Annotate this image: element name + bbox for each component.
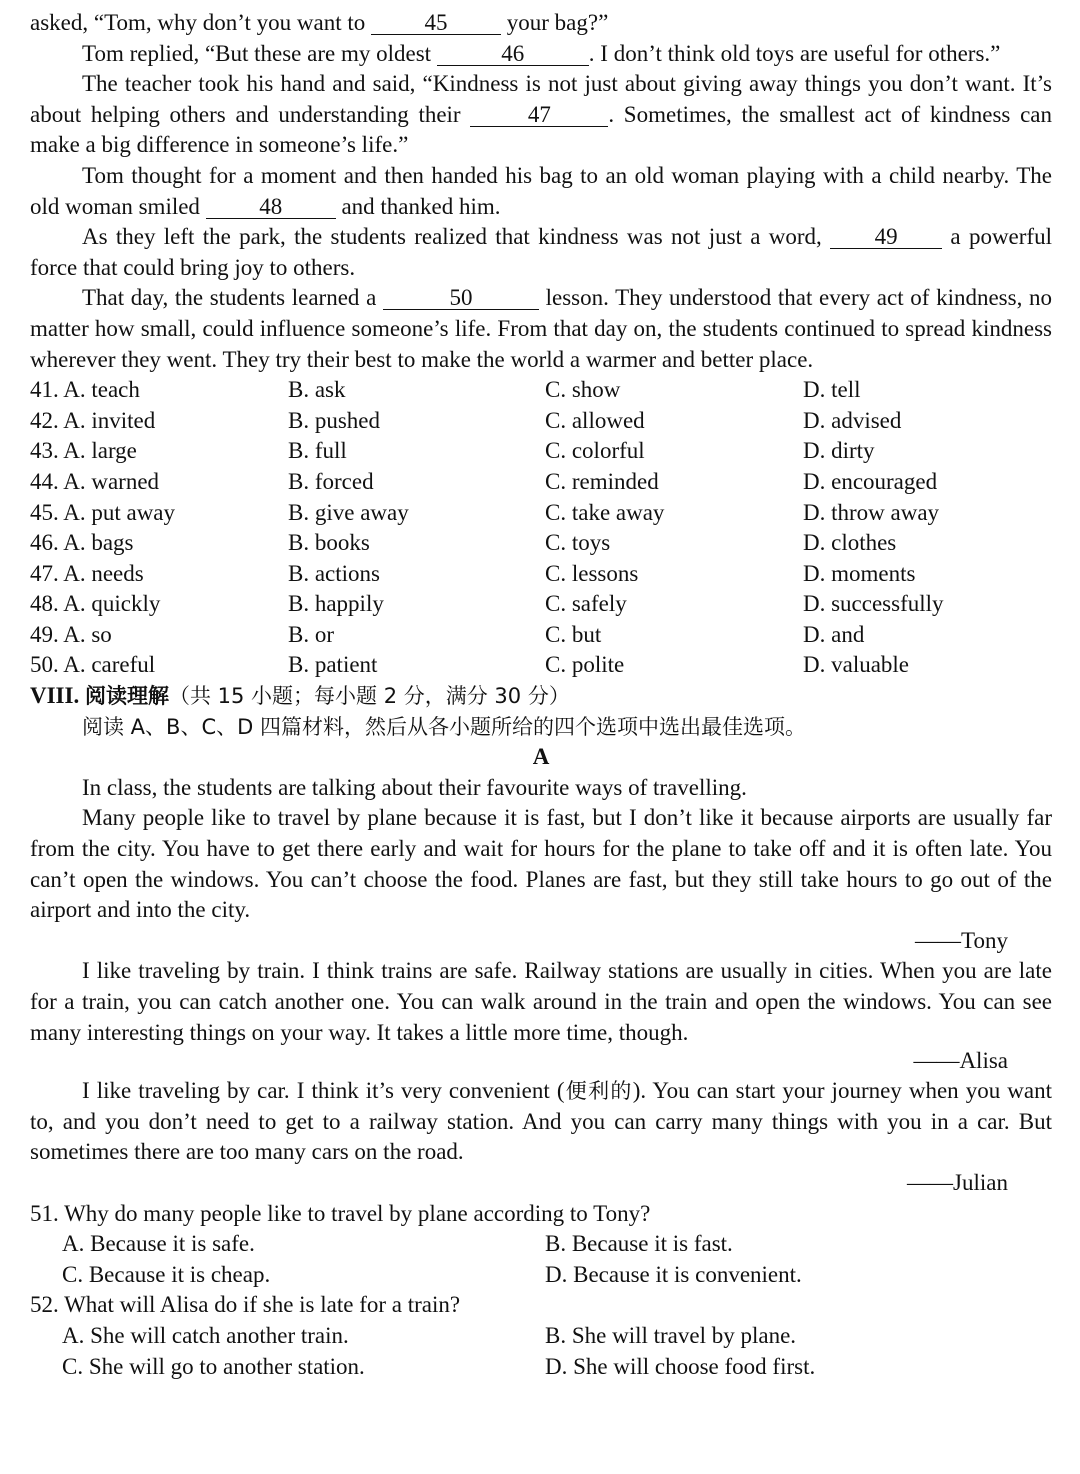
option: D. dirty (803, 438, 875, 464)
option: A. She will catch another train. (62, 1322, 349, 1348)
tony-paragraph: Many people like to travel by plane because it is fast, but I don’t like it because airports are usually far from the city. You have to get there early and wait for hours for the plane to take off and it is often late. You can’t open the windows. You can’t choose the food. Planes are fast, but they still take hours to go out of the airport and into the city. (30, 805, 1052, 923)
text: ). You can start your journey when you want to, and you don’t need to get to a railway station. And you can carry many things with you in a car. But sometimes there are too many cars on the road. (30, 1078, 1053, 1165)
option-row-42 (30, 406, 1052, 437)
option: 44. A. warned (30, 468, 160, 494)
cloze-paragraph-2 (30, 39, 1052, 70)
option: B. full (288, 438, 347, 464)
text: That day, the students learned a (82, 285, 383, 311)
text: lesson. They understood that every act of kindness, no matter how small, could influence someone’s life. From that day on, the students continued to spread kindness wherever they went. They try their best to make the world a warmer and better place. (30, 285, 1052, 372)
section-instruction: 阅读 A、B、C、D 四篇材料，然后从各小题所给的四个选项中选出最佳选项。 (82, 714, 806, 739)
option: C. but (545, 621, 602, 647)
option: B. actions (288, 560, 380, 586)
section-note: （共 15 小题；每小题 2 分，满分 30 分） (168, 684, 570, 709)
tony-signature: ——Tony (915, 927, 1008, 953)
option: 48. A. quickly (30, 591, 161, 617)
text-chinese: 便利的 (564, 1079, 633, 1104)
cloze-paragraph-5 (30, 222, 1052, 283)
option: C. colorful (545, 438, 645, 464)
option-row-45 (30, 498, 1052, 529)
text: . Sometimes, the smallest act of kindness can make a big difference in someone’s life.” (30, 101, 1052, 158)
question-52-options (30, 1321, 1052, 1382)
option-row-41 (30, 375, 1052, 406)
cloze-options (30, 375, 1052, 681)
option: D. advised (803, 407, 902, 433)
option: C. Because it is cheap. (62, 1261, 271, 1287)
option: C. lessons (545, 560, 639, 586)
option: D. and (803, 621, 865, 647)
option: 43. A. large (30, 438, 137, 464)
cloze-paragraph-3 (30, 69, 1052, 161)
julian-paragraph (30, 1076, 1052, 1168)
section-title: 阅读理解 (84, 684, 169, 709)
option: B. give away (288, 499, 409, 525)
text: Tom replied, “But these are my oldest (82, 40, 437, 66)
option: 46. A. bags (30, 530, 134, 556)
exam-page (30, 8, 1052, 1382)
option-row-43 (30, 436, 1052, 467)
option: 50. A. careful (30, 652, 156, 678)
option: B. forced (288, 468, 374, 494)
option: C. take away (545, 499, 665, 525)
text: As they left the park, the students realized that kindness was not just a word, (82, 224, 831, 250)
section-heading (30, 681, 1052, 712)
text: Tom thought for a moment and then handed his bag to an old woman playing with a child nearby. The old woman smiled (30, 162, 1052, 219)
option: B. patient (288, 652, 378, 678)
option: C. allowed (545, 407, 645, 433)
option-row-47 (30, 559, 1052, 590)
option: C. safely (545, 591, 627, 617)
option: B. or (288, 621, 334, 647)
alisa-paragraph: I like traveling by train. I think trains are safe. Railway stations are usually in cities. When you are late for a train, you can catch another one. You can walk around in the train and open the windows. You can see many interesting things on your way. It takes a little more time, though. (30, 958, 1052, 1045)
option: C. She will go to another station. (62, 1353, 365, 1379)
option: B. She will travel by plane. (545, 1322, 797, 1348)
option: C. polite (545, 652, 625, 678)
text: . I don’t think old toys are useful for others.” (588, 40, 1001, 66)
option-row-50 (30, 650, 1052, 681)
option-row-49 (30, 620, 1052, 651)
cloze-paragraph-6 (30, 283, 1052, 375)
blank-46: 46 (437, 43, 589, 66)
option: A. Because it is safe. (62, 1231, 255, 1257)
option: 47. A. needs (30, 560, 144, 586)
option: D. tell (803, 377, 861, 403)
option-row-48 (30, 589, 1052, 620)
option-row-44 (30, 467, 1052, 498)
question-51: 51. Why do many people like to travel by plane according to Tony? (30, 1200, 651, 1226)
blank-45: 45 (371, 12, 501, 35)
option: B. pushed (288, 407, 380, 433)
text: and thanked him. (335, 193, 501, 219)
blank-49: 49 (830, 226, 942, 249)
blank-50: 50 (383, 287, 539, 310)
option: D. encouraged (803, 468, 938, 494)
option-row-46 (30, 528, 1052, 559)
cloze-paragraph-1 (30, 8, 1052, 39)
option: B. books (288, 530, 370, 556)
text: asked, “Tom, why don’t you want to (30, 10, 372, 35)
question-51-options (30, 1229, 1052, 1290)
alisa-signature: ——Alisa (913, 1048, 1008, 1074)
option: D. She will choose food first. (545, 1353, 816, 1379)
option: C. show (545, 377, 621, 403)
option: D. valuable (803, 652, 910, 678)
option: D. throw away (803, 499, 940, 525)
option: B. Because it is fast. (545, 1231, 733, 1257)
option: C. reminded (545, 468, 659, 494)
text: a powerful force that could bring joy to others. (30, 224, 1052, 280)
option: 42. A. invited (30, 407, 156, 433)
text: your bag?” (501, 10, 609, 35)
option: 49. A. so (30, 621, 112, 647)
option: D. successfully (803, 591, 944, 617)
passage-label: A (532, 744, 550, 770)
passage-intro: In class, the students are talking about their favourite ways of travelling. (82, 774, 747, 800)
option: 41. A. teach (30, 377, 140, 403)
option: B. happily (288, 591, 384, 617)
option: D. Because it is convenient. (545, 1261, 802, 1287)
option: B. ask (288, 377, 346, 403)
option: D. moments (803, 560, 916, 586)
question-52: 52. What will Alisa do if she is late for a train? (30, 1292, 461, 1318)
section-number: VIII. (30, 683, 85, 709)
option: C. toys (545, 530, 611, 556)
option: 45. A. put away (30, 499, 176, 525)
julian-signature: ——Julian (907, 1169, 1008, 1195)
text: I like traveling by car. I think it’s very convenient ( (82, 1078, 565, 1104)
blank-48: 48 (206, 196, 336, 219)
blank-47: 47 (470, 104, 608, 127)
text: The teacher took his hand and said, “Kindness is not just about giving away things you don’t want. It’s about helping others and understanding their (30, 71, 1052, 127)
cloze-paragraph-4 (30, 161, 1052, 222)
option: D. clothes (803, 530, 897, 556)
